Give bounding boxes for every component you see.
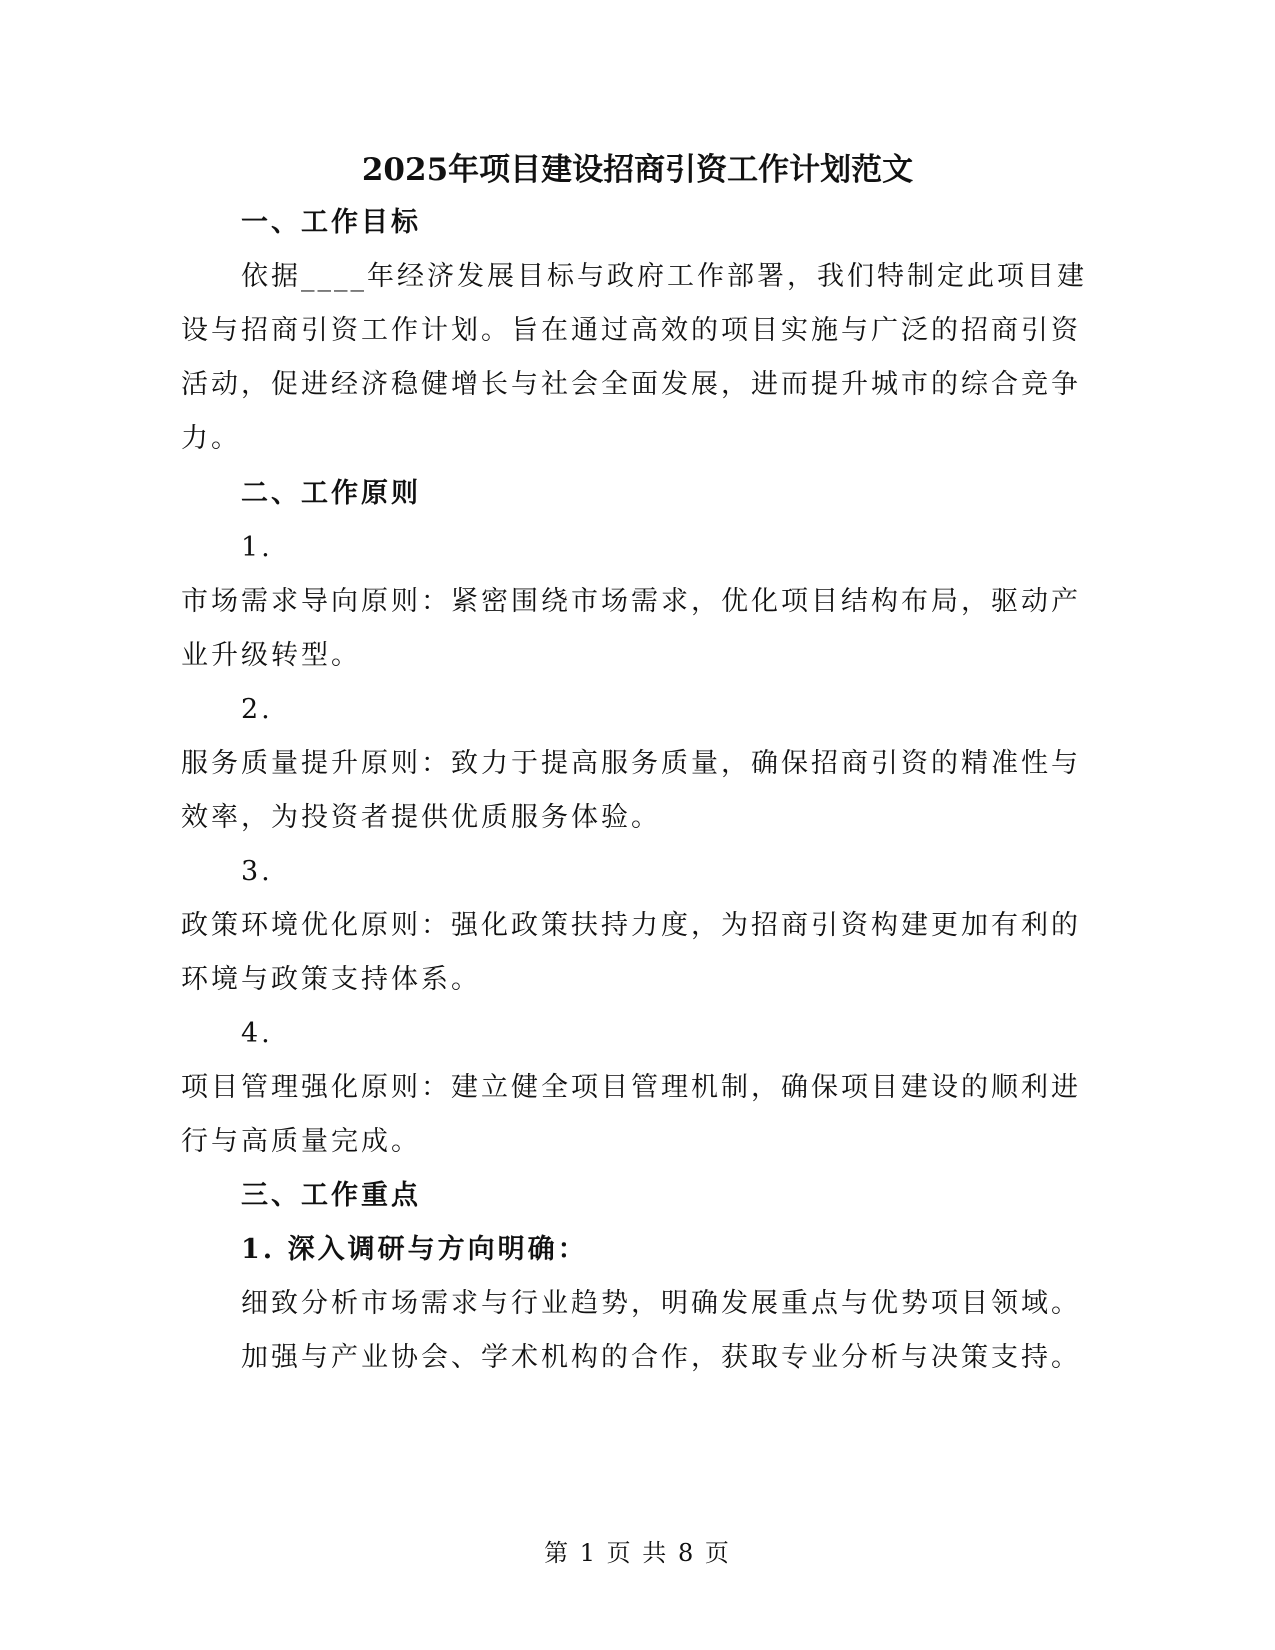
paragraph-line: 活动，促进经济稳健增长与社会全面发展，进而提升城市的综合竞争 bbox=[181, 369, 1081, 400]
list-item-line: 政策环境优化原则：强化政策扶持力度，为招商引资构建更加有利的 bbox=[181, 910, 1081, 941]
paragraph-line: 设与招商引资工作计划。旨在通过高效的项目实施与广泛的招商引资 bbox=[181, 315, 1081, 346]
list-item-line: 业升级转型。 bbox=[181, 640, 361, 671]
paragraph-line: 依据____年经济发展目标与政府工作部署，我们特制定此项目建 bbox=[241, 261, 1087, 292]
paragraph-line: 加强与产业协会、学术机构的合作，获取专业分析与决策支持。 bbox=[241, 1342, 1081, 1373]
paragraph-line: 细致分析市场需求与行业趋势，明确发展重点与优势项目领域。 bbox=[241, 1288, 1081, 1319]
list-number: 1. bbox=[241, 532, 273, 563]
list-number: 2. bbox=[241, 694, 273, 725]
list-item-line: 效率，为投资者提供优质服务体验。 bbox=[181, 802, 661, 833]
section-heading-focus: 三、工作重点 bbox=[241, 1180, 421, 1211]
list-number: 3. bbox=[241, 856, 273, 887]
list-number: 4. bbox=[241, 1018, 273, 1049]
subsection-heading: 1. 深入调研与方向明确： bbox=[241, 1234, 588, 1265]
list-item-line: 环境与政策支持体系。 bbox=[181, 964, 481, 995]
list-item-line: 项目管理强化原则：建立健全项目管理机制，确保项目建设的顺利进 bbox=[181, 1072, 1081, 1103]
section-heading-goals: 一、工作目标 bbox=[241, 207, 421, 238]
list-item-line: 市场需求导向原则：紧密围绕市场需求，优化项目结构布局，驱动产 bbox=[181, 586, 1081, 617]
page-number-footer: 第 1 页 共 8 页 bbox=[544, 1539, 731, 1567]
document-title: 2025年项目建设招商引资工作计划范文 bbox=[361, 152, 914, 188]
list-item-line: 服务质量提升原则：致力于提高服务质量，确保招商引资的精准性与 bbox=[181, 748, 1081, 779]
section-heading-principles: 二、工作原则 bbox=[241, 478, 421, 509]
paragraph-line: 力。 bbox=[181, 423, 241, 454]
list-item-line: 行与高质量完成。 bbox=[181, 1126, 421, 1157]
